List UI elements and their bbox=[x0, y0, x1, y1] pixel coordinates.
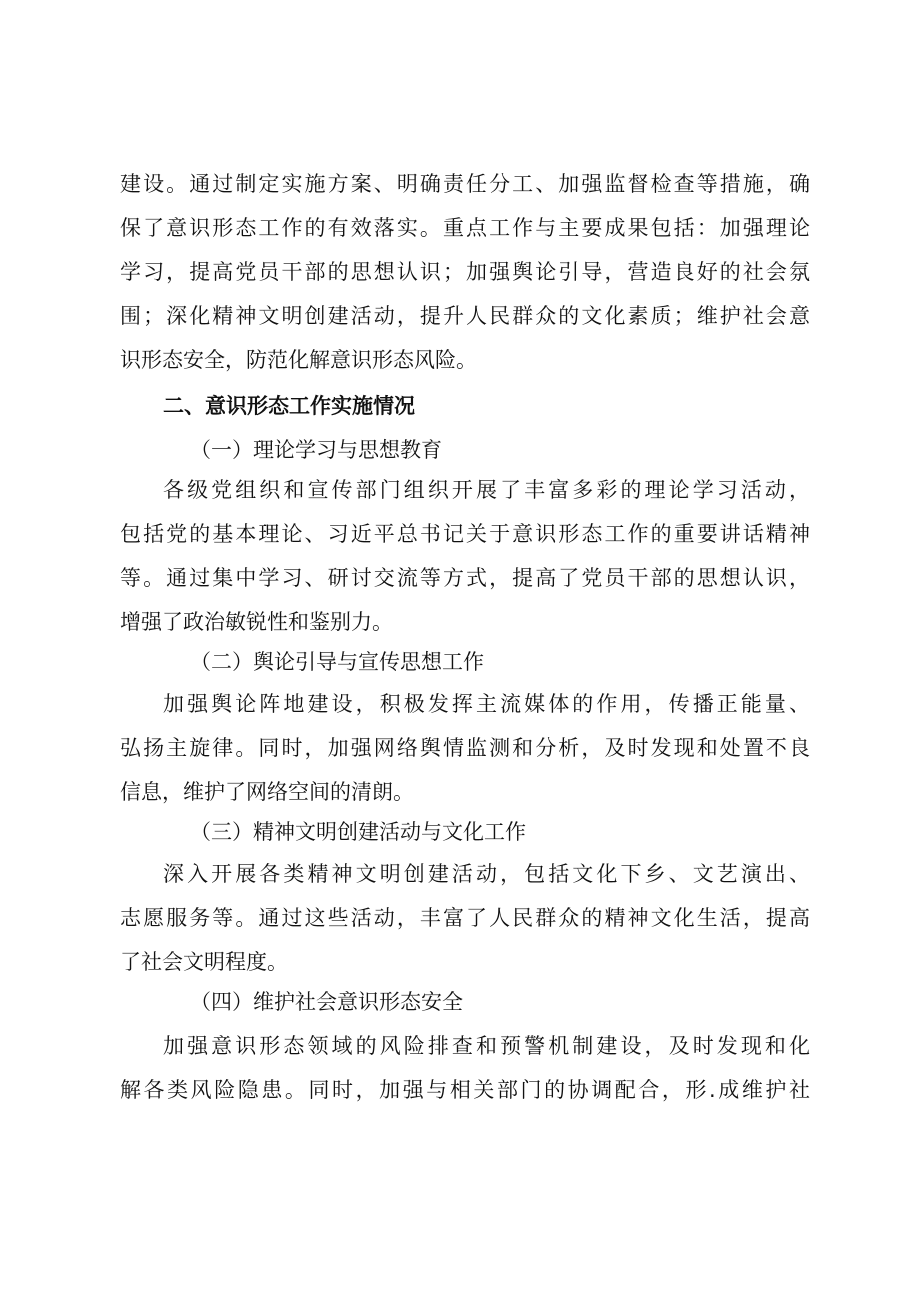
subsection-3-line-1: 深入开展各类精神文明创建活动，包括文化下乡、文艺演出、 bbox=[163, 862, 810, 886]
section-heading: 二、意识形态工作实施情况 bbox=[163, 394, 415, 418]
intro-line-4: 围；深化精神文明创建活动，提升人民群众的文化素质；维护社会意 bbox=[120, 304, 810, 328]
intro-line-3: 学习，提高党员干部的思想认识；加强舆论引导，营造良好的社会氛 bbox=[120, 260, 810, 284]
subsection-1-line-1: 各级党组织和宣传部门组织开展了丰富多彩的理论学习活动， bbox=[163, 478, 810, 502]
subsection-title-1: （一）理论学习与思想教育 bbox=[190, 438, 442, 462]
intro-line-2: 保了意识形态工作的有效落实。重点工作与主要成果包括：加强理论 bbox=[120, 216, 810, 240]
subsection-3-line-3: 了社会文明程度。 bbox=[120, 950, 288, 974]
subsection-title-2: （二）舆论引导与宣传思想工作 bbox=[190, 650, 484, 674]
intro-line-1: 建设。通过制定实施方案、明确责任分工、加强监督检查等措施，确 bbox=[120, 172, 810, 196]
intro-line-5: 识形态安全，防范化解意识形态风险。 bbox=[120, 348, 477, 372]
subsection-1-line-2: 包括党的基本理论、习近平总书记关于意识形态工作的重要讲话精神 bbox=[120, 522, 810, 546]
subsection-1-line-4: 增强了政治敏锐性和鉴别力。 bbox=[120, 610, 393, 634]
subsection-title-4: （四）维护社会意识形态安全 bbox=[190, 990, 463, 1014]
subsection-2-line-3: 信息，维护了网络空间的清朗。 bbox=[120, 780, 414, 804]
subsection-title-3: （三）精神文明创建活动与文化工作 bbox=[190, 820, 526, 844]
subsection-4-line-2: 解各类风险隐患。同时，加强与相关部门的协调配合，形.成维护社 bbox=[120, 1078, 810, 1102]
subsection-4-line-1: 加强意识形态领域的风险排查和预警机制建设，及时发现和化 bbox=[163, 1034, 810, 1058]
subsection-2-line-1: 加强舆论阵地建设，积极发挥主流媒体的作用，传播正能量、 bbox=[163, 692, 810, 716]
subsection-2-line-2: 弘扬主旋律。同时，加强网络舆情监测和分析，及时发现和处置不良 bbox=[120, 736, 810, 760]
subsection-3-line-2: 志愿服务等。通过这些活动，丰富了人民群众的精神文化生活，提高 bbox=[120, 906, 810, 930]
subsection-1-line-3: 等。通过集中学习、研讨交流等方式，提高了党员干部的思想认识， bbox=[120, 566, 810, 590]
